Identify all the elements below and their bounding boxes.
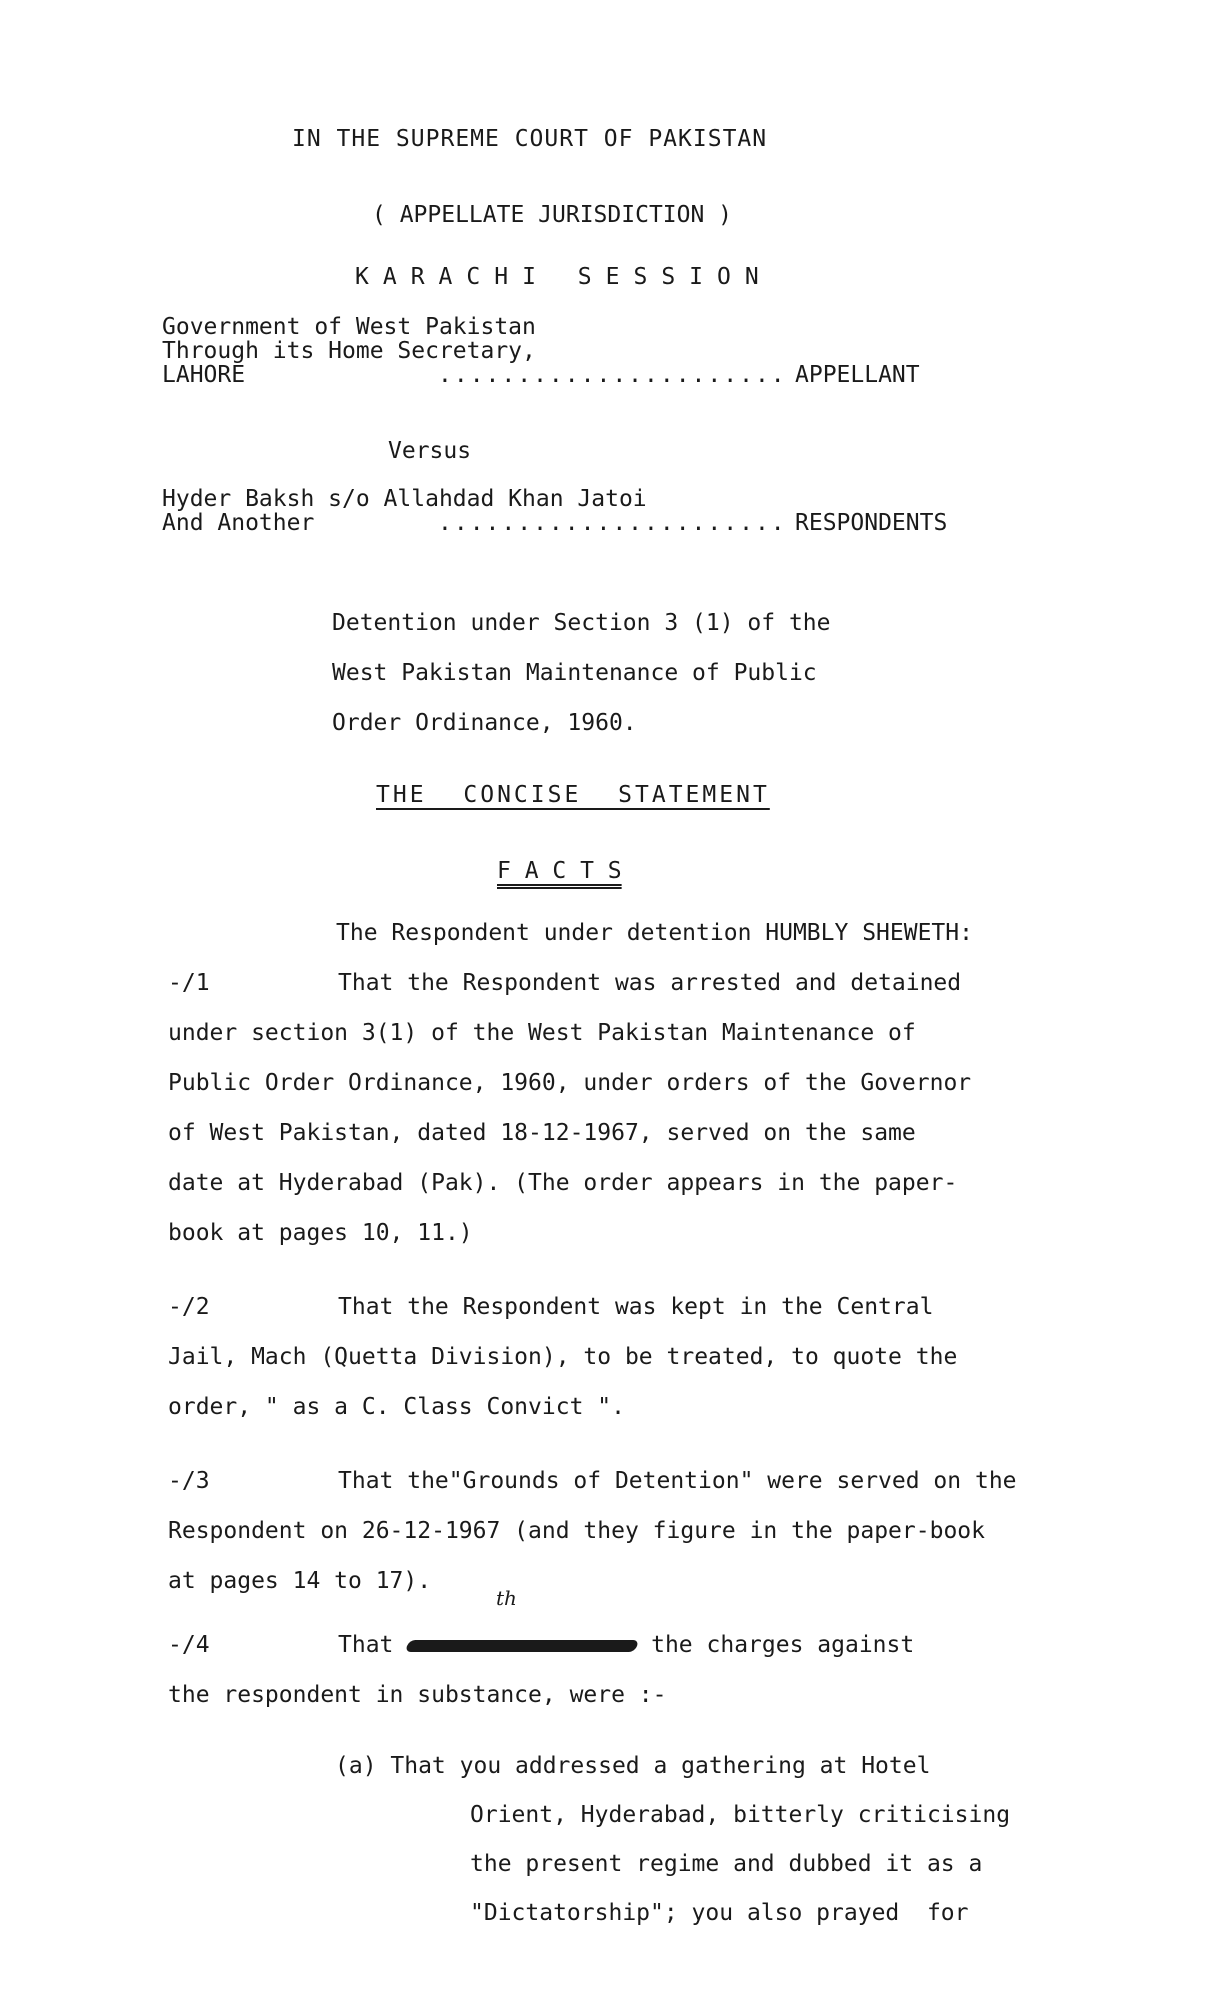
appellant-dots: ......................	[438, 362, 787, 388]
paragraph-line: book at pages 10, 11.)	[168, 1220, 473, 1246]
paragraph-line: That the Respondent was kept in the Central	[338, 1294, 934, 1320]
handwritten-initial: th	[496, 1586, 517, 1610]
appellant-role: APPELLANT	[795, 362, 920, 388]
statement-heading: THE CONCISE STATEMENT	[376, 782, 770, 808]
intro-line: The Respondent under detention HUMBLY SHEWETH:	[336, 920, 973, 946]
paragraph-line	[168, 1620, 1073, 1670]
paragraph-line: the respondent in substance, were :-	[168, 1682, 667, 1708]
paragraph-line: order, " as a C. Class Convict ".	[168, 1394, 625, 1420]
sub-item-a	[335, 1742, 1095, 1938]
paragraph-text: That	[338, 1632, 394, 1658]
respondent-dots: ......................	[438, 510, 787, 536]
court-title: IN THE SUPREME COURT OF PAKISTAN	[292, 126, 768, 152]
appellant-line-3: LAHORE	[162, 362, 246, 388]
paragraph-line: Respondent on 26-12-1967 (and they figure in the paper-book	[168, 1518, 985, 1544]
paragraph-number: -/2	[168, 1294, 210, 1320]
paragraph-line: That the"Grounds of Detention" were served on the	[338, 1468, 1017, 1494]
paragraph-line: Public Order Ordinance, 1960, under orders of the Governor	[168, 1070, 972, 1096]
subject-line-1: Detention under Section 3 (1) of the	[332, 610, 831, 636]
paragraph-line: Jail, Mach (Quetta Division), to be treated, to quote the	[168, 1344, 958, 1370]
paragraph-3	[168, 1456, 1073, 1606]
paragraph-line: under section 3(1) of the West Pakistan Maintenance of	[168, 1020, 916, 1046]
paragraph-line: date at Hyderabad (Pak). (The order appears in the paper-	[168, 1170, 958, 1196]
respondent-line-2: And Another	[162, 510, 315, 536]
respondent-line-1: Hyder Baksh s/o Allahdad Khan Jatoi	[162, 486, 647, 512]
paragraph-line: at pages 14 to 17).	[168, 1568, 432, 1594]
paragraph-number: -/3	[168, 1468, 210, 1494]
respondent-role: RESPONDENTS	[795, 510, 948, 536]
paragraph-line: That the Respondent was arrested and detained	[338, 970, 962, 996]
paragraph-number: -/4	[168, 1632, 210, 1658]
sub-item-line: "Dictatorship"; you also prayed for	[470, 1900, 969, 1926]
appellant-line-2: Through its Home Secretary,	[162, 338, 536, 364]
appellant-line-1: Government of West Pakistan	[162, 314, 536, 340]
facts-heading: F A C T S	[497, 858, 622, 884]
struck-out-text	[405, 1640, 639, 1652]
jurisdiction: ( APPELLATE JURISDICTION )	[372, 202, 733, 228]
paragraph-1	[168, 958, 1073, 1258]
sub-item-line: the present regime and dubbed it as a	[470, 1851, 983, 1877]
subject-line-2: West Pakistan Maintenance of Public	[332, 660, 817, 686]
paragraph-line: of West Pakistan, dated 18-12-1967, served on the same	[168, 1120, 916, 1146]
session: KARACHI SESSION	[355, 264, 773, 290]
paragraph-number: -/1	[168, 970, 210, 996]
paragraph-text: the charges against	[651, 1632, 915, 1658]
paragraph-2	[168, 1282, 1073, 1432]
sub-item-line: Orient, Hyderabad, bitterly criticising	[470, 1802, 1011, 1828]
versus: Versus	[388, 438, 472, 464]
paragraph-4	[168, 1620, 1073, 1720]
sub-item-line: (a) That you addressed a gathering at Hotel	[335, 1753, 931, 1779]
subject-line-3: Order Ordinance, 1960.	[332, 710, 637, 736]
